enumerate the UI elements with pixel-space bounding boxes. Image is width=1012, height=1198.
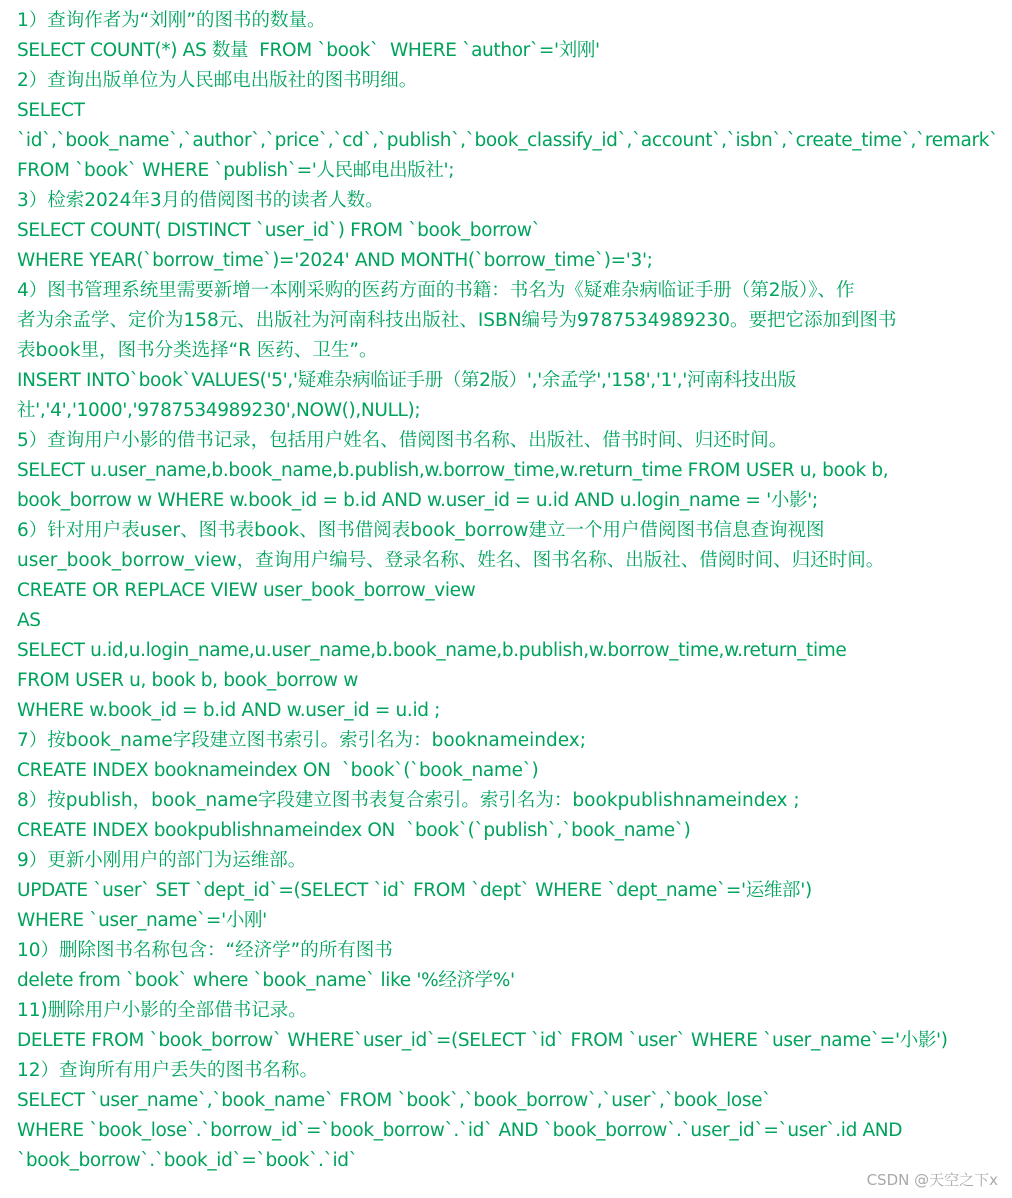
question-3: 3）检索2024年3月的借阅图书的读者人数。 [17, 190, 384, 211]
sql-line: SELECT [17, 100, 85, 121]
question-6-continued: user_book_borrow_view，查询用户编号、登录名称、姓名、图书名称、出版社、借阅时间、归还时间。 [17, 550, 885, 571]
question-10: 10）删除图书名称包含：“经济学”的所有图书 [17, 940, 393, 961]
sql-line: SELECT `user_name`,`book_name` FROM `book`,`book_borrow`,`user`,`book_lose` [17, 1090, 772, 1111]
sql-line: CREATE OR REPLACE VIEW user_book_borrow_view [17, 580, 476, 601]
sql-line: delete from `book` where `book_name` like '%经济学%' [17, 970, 515, 991]
sql-line: book_borrow w WHERE w.book_id = b.id AND w.user_id = u.id AND u.login_name = '小影'; [17, 490, 818, 511]
question-4-continued: 表book里，图书分类选择“R 医药、卫生”。 [17, 340, 378, 361]
question-4: 4）图书管理系统里需要新增一本刚采购的医药方面的书籍：书名为《疑难杂病临证手册（第2版）》、作 [17, 280, 855, 301]
question-7: 7）按book_name字段建立图书索引。索引名为：booknameindex; [17, 730, 586, 751]
sql-line: SELECT u.user_name,b.book_name,b.publish,w.borrow_time,w.return_time FROM USER u, book b, [17, 460, 889, 481]
sql-line: INSERT INTO`book`VALUES('5','疑难杂病临证手册（第2版）','余孟学','158','1','河南科技出版 [17, 370, 796, 391]
sql-line: AS [17, 610, 41, 631]
question-5: 5）查询用户小影的借书记录，包括用户姓名、借阅图书名称、出版社、借书时间、归还时间。 [17, 430, 788, 451]
question-6: 6）针对用户表user、图书表book、图书借阅表book_borrow建立一个用户借阅图书信息查询视图 [17, 520, 825, 541]
sql-line: UPDATE `user` SET `dept_id`=(SELECT `id` FROM `dept` WHERE `dept_name`='运维部') [17, 880, 812, 901]
question-2: 2）查询出版单位为人民邮电出版社的图书明细。 [17, 70, 418, 91]
question-8: 8）按publish，book_name字段建立图书表复合索引。索引名为：bookpublishnameindex ; [17, 790, 800, 811]
sql-line: CREATE INDEX bookpublishnameindex ON `book`(`publish`,`book_name`) [17, 820, 691, 841]
sql-line: `id`,`book_name`,`author`,`price`,`cd`,`publish`,`book_classify_id`,`account`,`isbn`,`create_time`,`remark` [17, 130, 998, 151]
sql-line: SELECT u.id,u.login_name,u.user_name,b.book_name,b.publish,w.borrow_time,w.return_time [17, 640, 847, 661]
sql-line: 社','4','1000','9787534989230',NOW(),NULL); [17, 400, 421, 421]
question-9: 9）更新小刚用户的部门为运维部。 [17, 850, 307, 871]
sql-line: WHERE YEAR(`borrow_time`)='2024' AND MONTH(`borrow_time`)='3'; [17, 250, 653, 271]
question-12: 12）查询所有用户丢失的图书名称。 [17, 1060, 319, 1081]
question-11: 11)删除用户小影的全部借书记录。 [17, 1000, 307, 1021]
watermark: CSDN @天空之下x [866, 1171, 998, 1189]
sql-line: WHERE `book_lose`.`borrow_id`=`book_borrow`.`id` AND `book_borrow`.`user_id`=`user`.id AND [17, 1120, 903, 1141]
question-1: 1）查询作者为“刘刚”的图书的数量。 [17, 10, 326, 31]
sql-line: SELECT COUNT( DISTINCT `user_id`) FROM `book_borrow` [17, 220, 541, 241]
sql-line: DELETE FROM `book_borrow` WHERE`user_id`=(SELECT `id` FROM `user` WHERE `user_name`='小影') [17, 1030, 948, 1051]
sql-line: `book_borrow`.`book_id`=`book`.`id` [17, 1150, 358, 1171]
sql-line: FROM `book` WHERE `publish`='人民邮电出版社'; [17, 160, 455, 181]
sql-line: WHERE w.book_id = b.id AND w.user_id = u.id ; [17, 700, 441, 721]
sql-line: WHERE `user_name`='小刚' [17, 910, 267, 931]
sql-line: FROM USER u, book b, book_borrow w [17, 670, 359, 691]
sql-line: SELECT COUNT(*) AS 数量 FROM `book` WHERE `author`='刘刚' [17, 40, 600, 61]
question-4-continued: 者为余孟学、定价为158元、出版社为河南科技出版社、ISBN编号为9787534989230。要把它添加到图书 [17, 310, 897, 331]
sql-line: CREATE INDEX booknameindex ON `book`(`book_name`) [17, 760, 539, 781]
document-body [17, 6, 1007, 1176]
